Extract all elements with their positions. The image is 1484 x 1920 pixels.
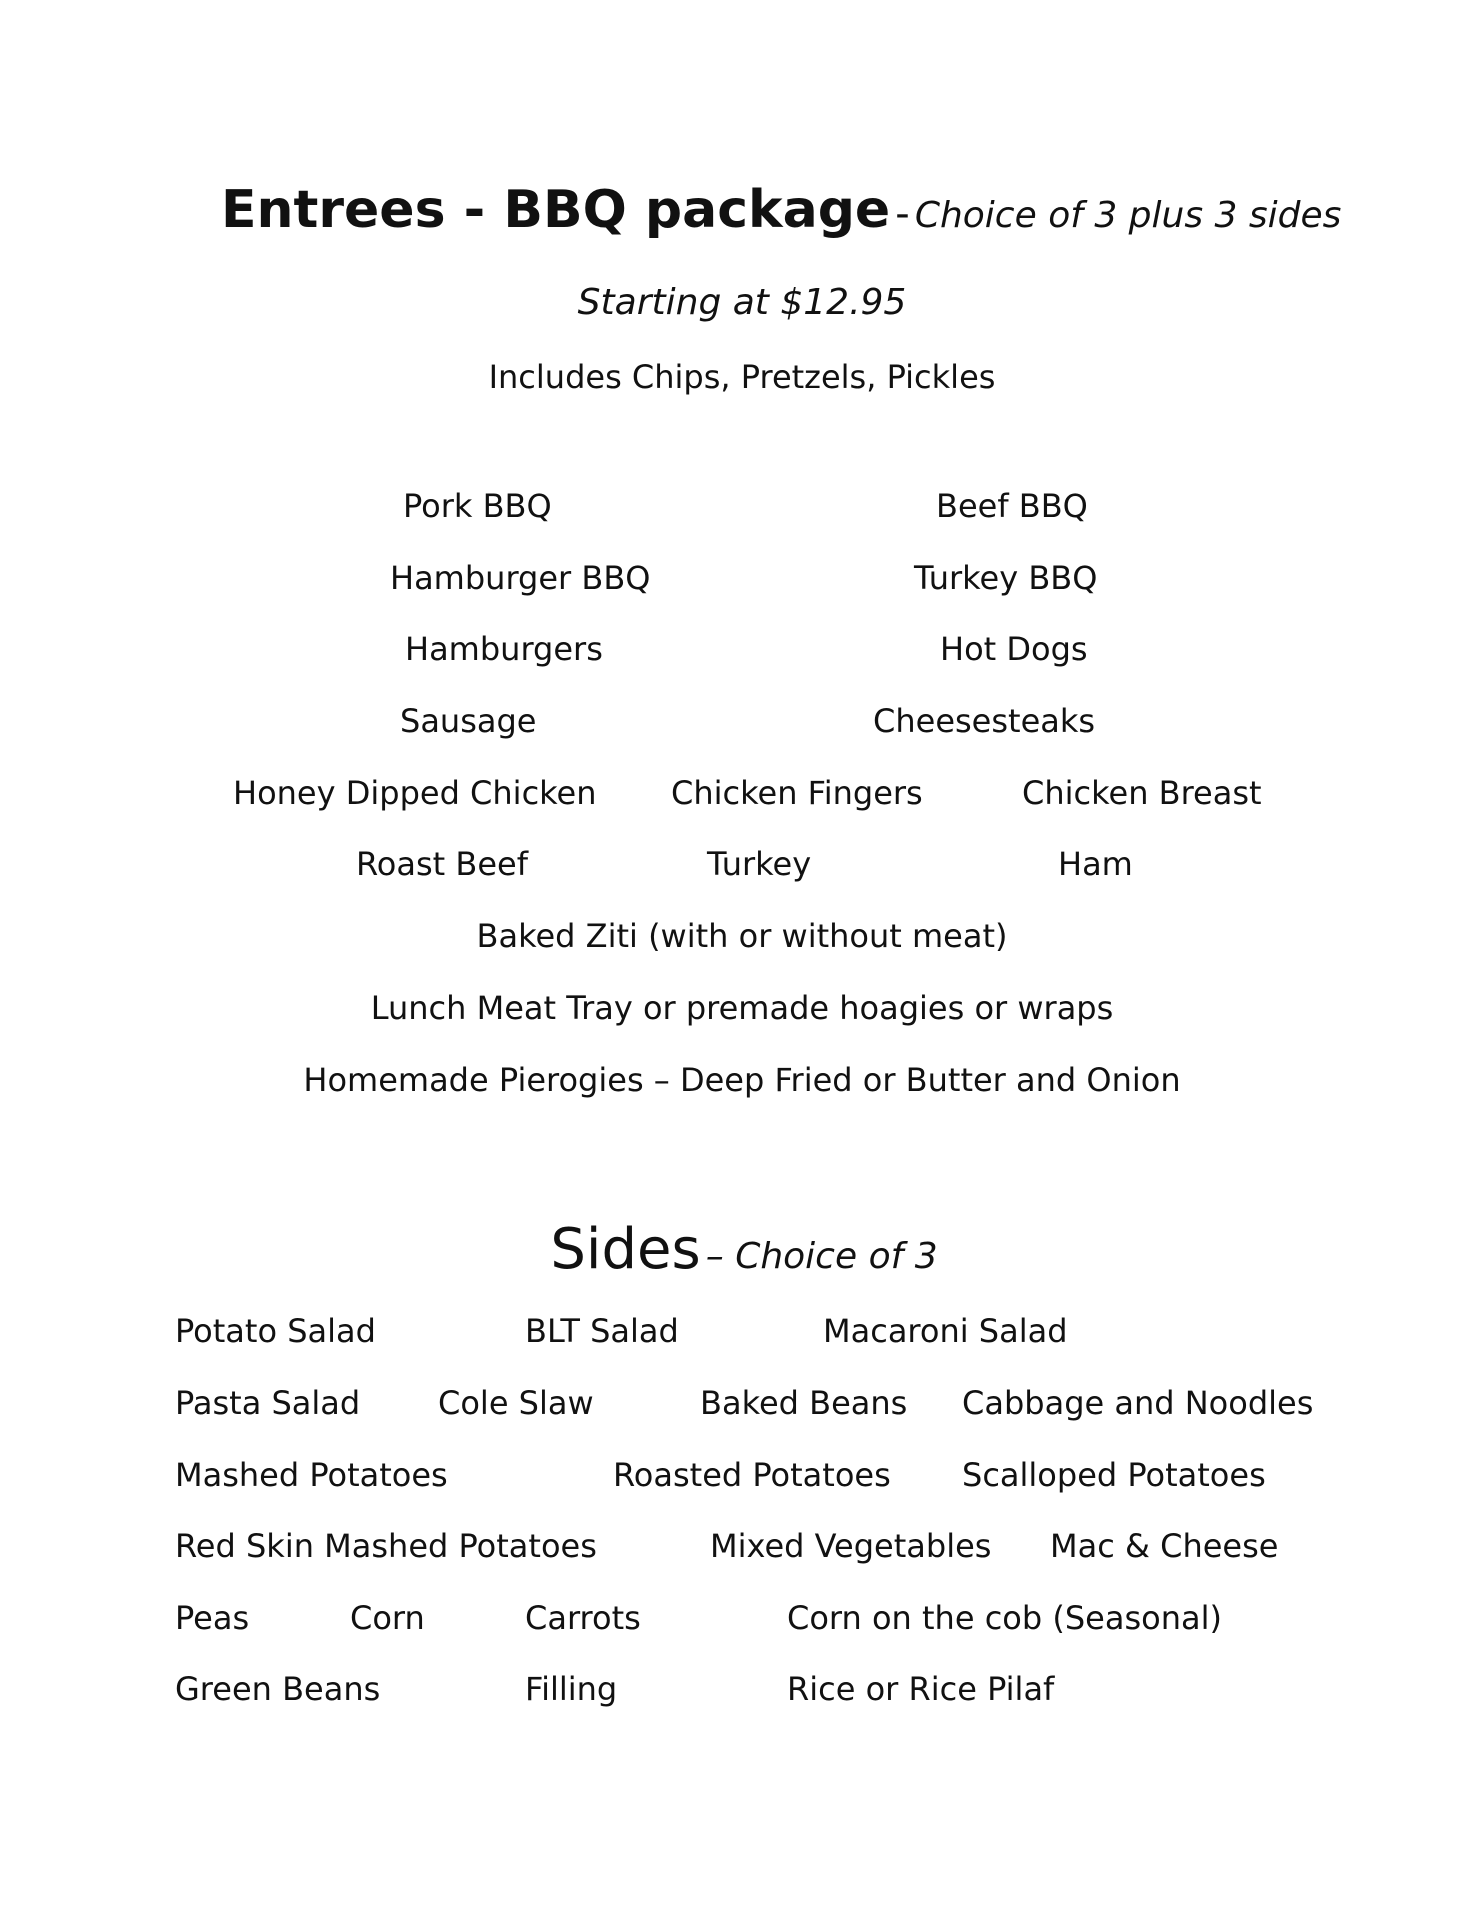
side-item: Mashed Potatoes [175,1456,448,1494]
side-item: Macaroni Salad [823,1312,1068,1350]
side-item: Mac & Cheese [1050,1527,1279,1565]
entrees-title: Entrees - BBQ package [221,180,891,240]
entree-item: Beef BBQ [936,487,1088,525]
entree-item: Sausage [400,702,537,740]
entrees-subtitle: Choice of 3 plus 3 sides [914,195,1342,236]
side-item: Cole Slaw [438,1384,594,1422]
side-item: Mixed Vegetables [710,1527,992,1565]
entree-item: Cheesesteaks [873,702,1096,740]
entree-item: Turkey BBQ [914,559,1098,597]
side-item: BLT Salad [525,1312,679,1350]
sides-title: Sides [550,1217,701,1282]
entree-item: Hamburgers [405,630,603,668]
entrees-title-separator: - [895,191,910,237]
side-item: Corn on the cob (Seasonal) [787,1599,1222,1637]
entree-item: Roast Beef [356,845,528,883]
side-item: Red Skin Mashed Potatoes [175,1527,597,1565]
entree-item: Lunch Meat Tray or premade hoagies or wraps [370,989,1114,1027]
entree-item: Chicken Fingers [671,774,923,812]
entree-item: Homemade Pierogies – Deep Fried or Butter and Onion [303,1061,1181,1099]
entrees-heading [221,180,1342,240]
entree-item: Honey Dipped Chicken [233,774,597,812]
entree-item: Pork BBQ [403,487,552,525]
entree-item: Chicken Breast [1022,774,1262,812]
side-item: Filling [525,1670,618,1708]
side-item: Green Beans [175,1670,381,1708]
side-item: Corn [350,1599,425,1637]
entrees-includes: Includes Chips, Pretzels, Pickles [488,358,996,396]
entree-item: Turkey [707,845,812,883]
sides-heading [550,1217,938,1282]
entree-item: Hot Dogs [940,630,1088,668]
side-item: Roasted Potatoes [613,1456,891,1494]
entree-item: Baked Ziti (with or without meat) [476,917,1008,955]
sides-subtitle: – Choice of 3 [705,1236,938,1277]
side-item: Scalloped Potatoes [962,1456,1266,1494]
side-item: Cabbage and Noodles [962,1384,1314,1422]
side-item: Potato Salad [175,1312,376,1350]
entree-item: Ham [1058,845,1133,883]
side-item: Pasta Salad [175,1384,361,1422]
entree-item: Hamburger BBQ [390,559,651,597]
side-item: Carrots [525,1599,641,1637]
entrees-price: Starting at $12.95 [577,282,907,323]
side-item: Baked Beans [700,1384,908,1422]
side-item: Peas [175,1599,250,1637]
side-item: Rice or Rice Pilaf [787,1670,1055,1708]
